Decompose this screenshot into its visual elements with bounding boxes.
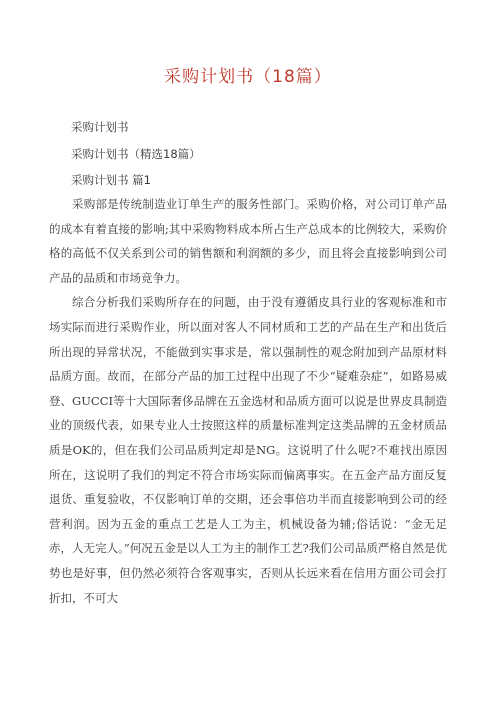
section-heading: 采购计划书 篇1 [71,173,151,187]
document-subtitle: 采购计划书 [71,120,129,134]
document-body [49,192,447,610]
paragraph: 综合分析我们采购所存在的问题，由于没有遵循皮具行业的客观标准和市场实际而进行采购作业，所以面对客人不同材质和工艺的产品在生产和出货后所出现的异常状况，不能做到实事求是，常以强制性的观念附加到产品原材料品质方面。故而，在部分产品的加工过程中出现了不少“疑难杂症”，如路易威登、GUCCI等十大国际奢侈品牌在五金选材和品质方面可以说是世界皮具制造业的顶级代表，如果专业人士按照这样的质量标准判定这类品牌的五金材质品质是OK的，但在我们公司品质判定却是NG。这说明了什么呢?不难找出原因所在，这说明了我们的判定不符合市场实际而偏离事实。在五金产品方面反复退货、重复验收，不仅影响订单的交期，还会事倍功半而直接影响到公司的经营利润。因为五金的重点工艺是人工为主，机械设备为辅;俗话说：“金无足赤，人无完人。”何况五金是以人工为主的制作工艺?我们公司品质严格自然是优势也是好事，但仍然必须符合客观事实，否则从长远来看在信用方面公司会打折扣，不可大 [49,295,447,605]
document-title: 采购计划书（18篇） [164,67,332,87]
paragraph: 采购部是传统制造业订单生产的服务性部门。采购价格，对公司订单产品的成本有着直接的影响;其中采购物料成本所占生产总成本的比例较大，采购价格的高低不仅关系到公司的销售额和利润额的多少，而且将会直接影响到公司产品的品质和市场竞争力。 [49,197,447,285]
document-subtitle-selected: 采购计划书（精选18篇） [71,147,201,161]
